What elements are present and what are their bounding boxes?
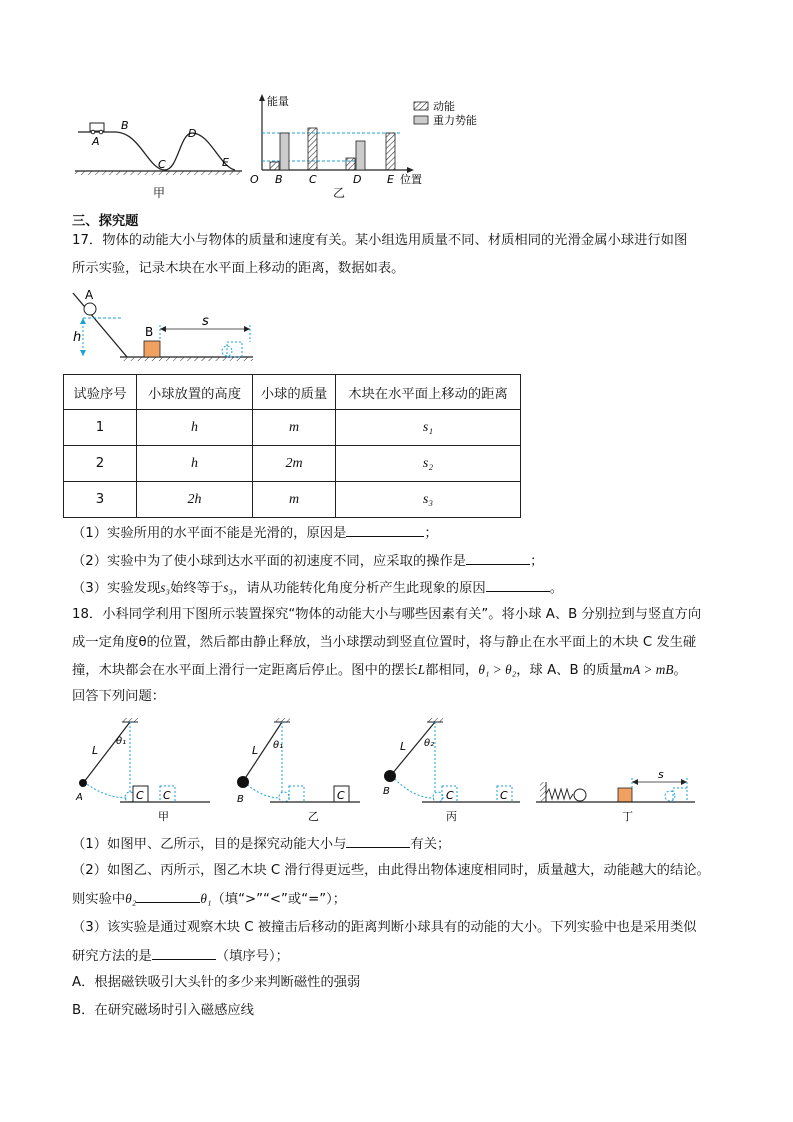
cart [90,123,104,131]
table-row [64,410,521,446]
q17-sub3-c: ，请从功能转化角度分析产生此现象的原因 [233,581,486,596]
label-B: B [121,119,129,132]
label-B: B [383,786,390,797]
q17-sub3-a: （3）实验发现 [72,581,161,596]
table-cell: s₃ [336,482,521,518]
answer-blank[interactable] [466,551,530,565]
label-h: h [73,330,82,345]
table-cell: 2m [253,446,336,482]
block-B [144,341,160,357]
figure-energy-chart [250,92,510,192]
q18-sub3-line2 [72,946,289,966]
q18-line3 [72,661,687,680]
pendulum-bing [383,718,520,802]
label-C: C [136,789,144,802]
block-B-final [227,342,242,357]
legend-kinetic-swatch [414,102,428,110]
q18-line3-b: 都相同， [425,663,479,678]
table-row [64,446,521,482]
table-cell: s₂ [336,446,521,482]
q17-data-table [63,374,521,518]
q18-sub2-b: 则实验中 [72,892,126,907]
label-B: B [145,325,154,339]
q18-line3-a: 撞，木块都会在水平面上滑行一定距离后停止。图中的摆长 [72,663,418,678]
table-cell: s₁ [336,410,521,446]
table-header-cell: 木块在水平面上移动的距离 [336,375,521,410]
origin-label: O [250,173,259,186]
legend-potential-swatch [414,116,428,124]
q18-option-a: A．根据磁铁吸引大头针的多少来判断磁性的强弱 [72,975,361,990]
table-cell: h [137,410,253,446]
q18-line2: 成一定角度θ的位置，然后都由静止释放，当小球摆动到竖直位置时，将与静止在水平面上的木块 C 发生碰 [72,635,697,650]
q18-option-b: B．在研究磁场时引入磁感应线 [72,1003,254,1018]
caption-jia: 甲 [153,186,166,200]
q18-mass-cond: mA > mB [622,662,674,677]
label-s: s [658,768,664,781]
q17-sub2 [72,551,543,571]
q18-theta-cond: θ₁ > θ₂ [478,662,517,677]
q17-line1: 17．物体的动能大小与物体的质量和速度有关。某小组选用质量不同、材质相同的光滑金属小球进行如图 [72,233,688,248]
caption-bing: 丙 [446,810,457,823]
q17-line2: 所示实验，记录木块在水平面上移动的距离，数据如表。 [72,261,405,276]
label-A: A [92,135,100,148]
q18-sub3-b: 研究方法的是 [72,949,152,964]
label-L: L [252,744,259,757]
q18-sub2-line2 [72,889,346,909]
bar-B-potential [280,133,289,170]
label-L: L [400,740,407,753]
table-header-cell: 小球放置的高度 [137,375,253,410]
answer-blank[interactable] [152,946,216,960]
label-theta1: θ₁ [273,740,284,751]
q17-sub1-end: ； [424,526,438,541]
caption-yi: 乙 [308,810,319,823]
label-L: L [92,744,99,757]
floor-hatch [120,357,253,361]
legend-kinetic-label: 动能 [433,100,455,113]
caption-yi: 乙 [333,186,346,200]
y-axis-label: 能量 [267,95,289,108]
q18-figure [70,712,700,824]
pos-E: E [387,173,394,186]
q18-sub2-theta1: θ₁ [200,891,212,906]
figure-track-jia [70,115,250,195]
caption-jia: 甲 [158,810,169,823]
q17-sub2-end: ； [530,554,544,569]
label-theta1: θ₁ [116,736,127,747]
label-B: B [237,794,244,805]
pendulum-jia [75,718,210,803]
q17-sub3-s3b: s₃ [223,580,234,595]
q18-L: L [417,662,426,677]
pendulum-yi [237,718,360,805]
spring-setup-ding [536,768,695,802]
table-cell: m [253,410,336,446]
cart-wheel [91,130,95,134]
q18-sub2-c: （填“>”“<”或“=”）； [211,892,347,907]
table-cell: 3 [64,482,137,518]
label-C: C [163,789,171,802]
answer-blank[interactable] [346,523,424,537]
label-C: C [158,158,166,171]
track-curve [78,132,235,170]
section-title: 三、探究题 [72,214,139,229]
table-header-row [64,375,521,410]
bar-C-kinetic [308,128,317,170]
table-cell: 2 [64,446,137,482]
bar-B-kinetic [270,162,279,170]
q18-line4: 回答下列问题： [72,689,166,704]
ball-final [222,346,232,356]
pos-B: B [275,173,283,186]
q18-sub2-line1: （2）如图乙、丙所示，图乙木块 C 滑行得更远些，由此得出物体速度相同时，质量越大，动能越大的结论。 [72,863,710,878]
bar-D-potential [356,141,365,170]
q17-sub1-text: （1）实验所用的水平面不能是光滑的，原因是 [72,526,347,541]
label-C: C [337,789,345,802]
q18-sub1-b: 有关； [410,837,451,852]
label-s: s [202,314,209,329]
table-header-cell: 试验序号 [64,375,137,410]
q17-sub3-end: 。 [549,581,563,596]
answer-blank[interactable] [346,834,410,848]
ball-A [84,303,96,315]
table-row [64,482,521,518]
table-cell: 2h [137,482,253,518]
x-axis-label: 位置 [400,173,422,186]
pos-D: D [353,173,362,186]
q18-sub3-c: （填序号）； [215,949,289,964]
q18-line3-c: ，球 A、B 的质量 [516,663,623,678]
q18-sub2-theta2: θ₂ [125,891,137,906]
ground-hatch [75,171,242,175]
q18-line1: 18．小科同学利用下图所示装置探究“物体的动能大小与哪些因素有关”。将小球 A、B 分别拉到与竖直方向 [72,607,702,622]
caption-ding: 丁 [622,810,633,823]
q18-sub1 [72,834,450,854]
bar-E-kinetic [386,133,395,170]
q17-figure [65,285,265,363]
cart-wheel [99,130,103,134]
q17-sub3 [72,578,563,598]
table-cell: h [137,446,253,482]
label-C: C [500,789,508,802]
answer-blank[interactable] [486,578,550,592]
legend-potential-label: 重力势能 [433,114,477,127]
pos-C: C [309,173,317,186]
label-A: A [85,288,94,302]
incline [73,293,127,357]
q17-sub3-s3: s₃ [160,580,171,595]
label-theta2: θ₂ [424,738,435,749]
q18-line3-d: 。 [673,663,687,678]
table-header-cell: 小球的质量 [253,375,336,410]
label-D: D [188,127,197,140]
answer-blank[interactable] [136,889,200,903]
bar-D-kinetic [346,158,355,170]
q17-sub1 [72,523,438,543]
label-A: A [76,792,83,803]
y-axis-arrow [259,94,265,101]
table-cell: m [253,482,336,518]
q17-sub2-text: （2）实验中为了使小球到达水平面的初速度不同，应采取的操作是 [72,554,467,569]
q18-sub1-a: （1）如图甲、乙所示，目的是探究动能大小与 [72,837,347,852]
table-cell: 1 [64,410,137,446]
q18-sub3-line1: （3）该实验是通过观察木块 C 被撞击后移动的距离判断小球具有的动能的大小。下列实验中也是采用类似 [72,920,697,935]
label-E: E [222,156,229,169]
q17-sub3-b: 始终等于 [170,581,224,596]
label-C: C [446,789,454,802]
